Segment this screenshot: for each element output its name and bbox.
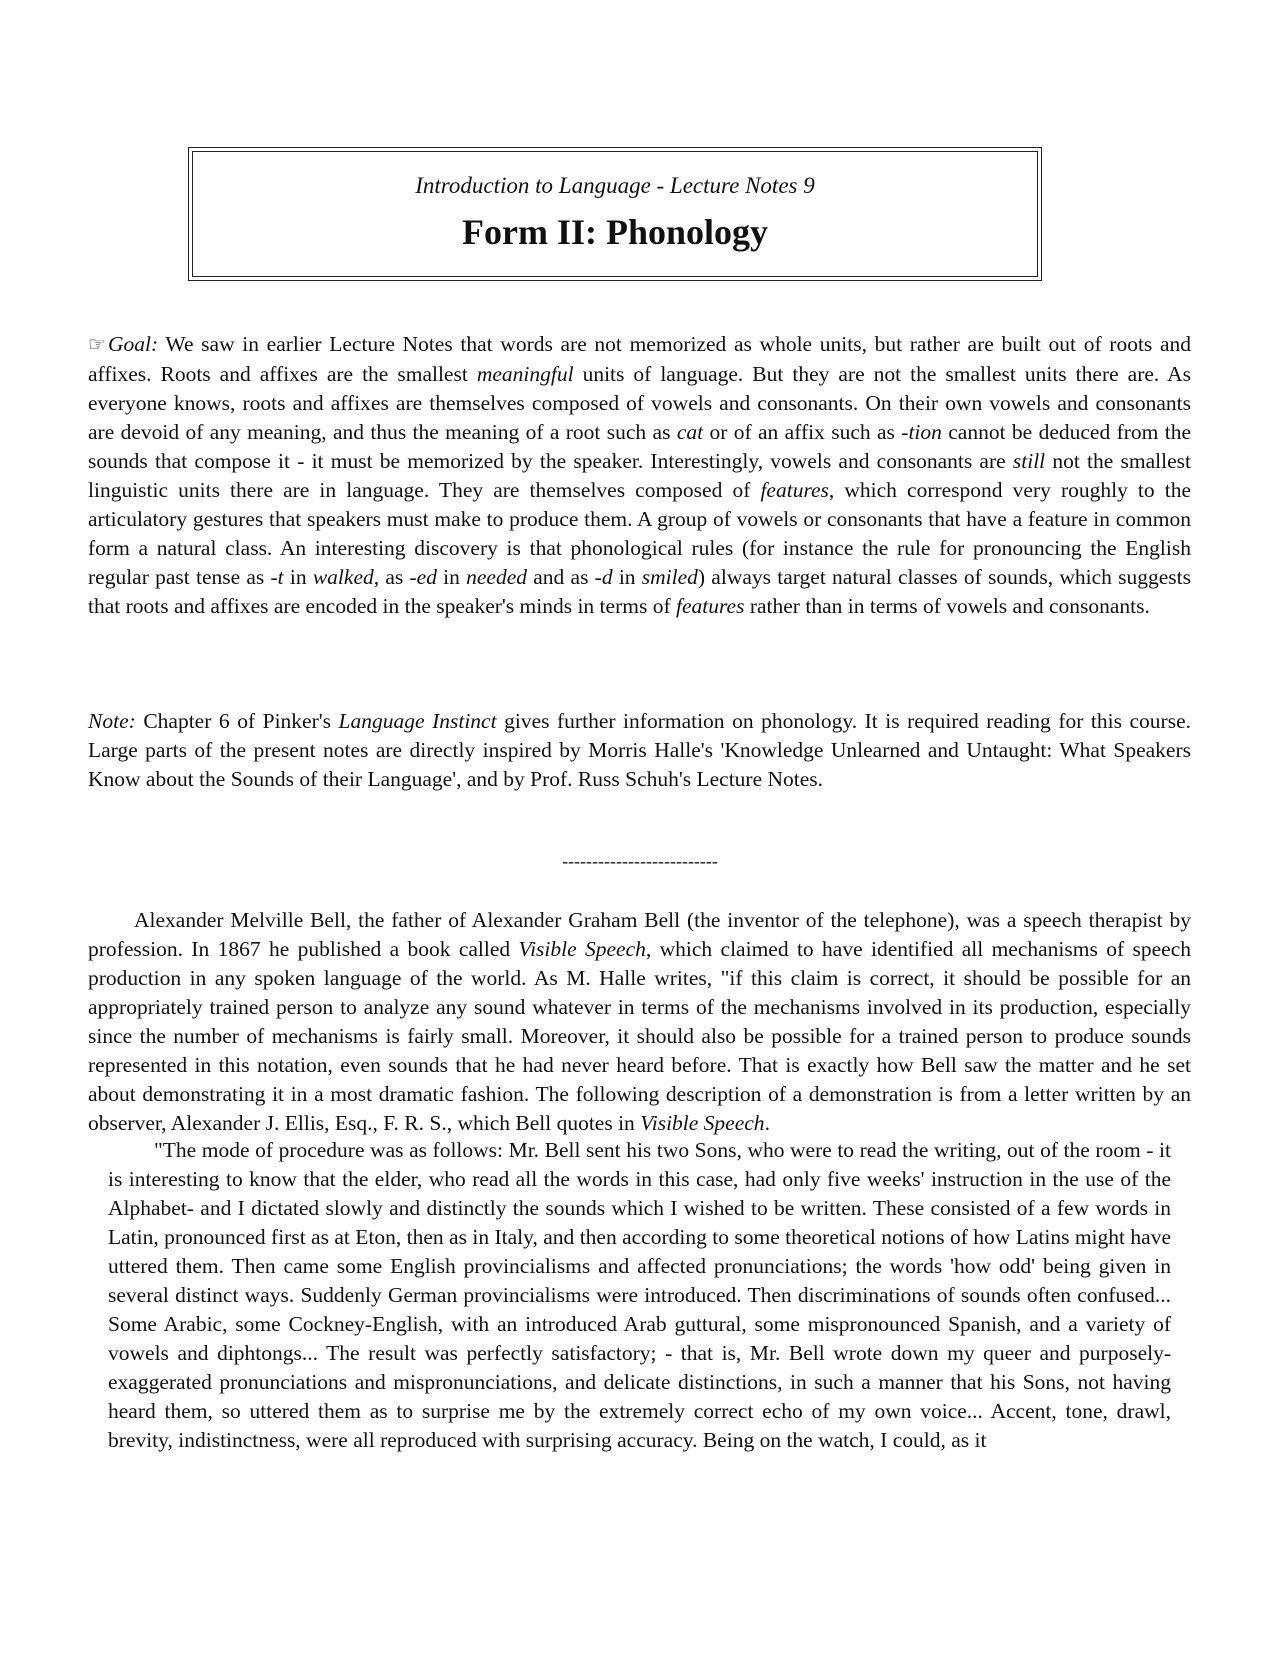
note-emphasis: Language Instinct <box>338 709 497 733</box>
lecture-subtitle: Introduction to Language - Lecture Notes 9 <box>415 173 815 198</box>
body-section <box>88 906 1191 1138</box>
note-text: gives further information on phonology. It is required reading for this course. Large parts of the present notes are directly inspired by Morris Halle's 'Knowledge Unlearned and Untaught: What Speakers Know about the Sounds of their Language', and by Prof. Russ Schuh's Lecture Notes. <box>88 709 1192 791</box>
goal-emphasis: -d <box>594 565 613 589</box>
goal-text: not the smallest linguistic units there are in language. They are themselves composed of <box>88 449 1191 502</box>
goal-emphasis: smiled <box>641 565 698 589</box>
goal-emphasis: cat <box>676 420 704 444</box>
goal-text: or of an affix such as <box>703 420 902 444</box>
goal-emphasis: features <box>760 478 829 502</box>
goal-section <box>88 330 1191 621</box>
body-text: Alexander Melville Bell, the father of Alexander Graham Bell (the inventor of the telephone), was a speech therapist by profession. In 1867 he published a book called <box>88 908 1191 961</box>
body-paragraph <box>88 906 1191 1138</box>
quote-paragraph: "The mode of procedure was as follows: Mr. Bell sent his two Sons, who were to read the writing, out of the room - it is interesting to know that the elder, who read all the words in this case, had only five weeks' instruction in the use of the Alphabet- and I dictated slowly and distinctly the sounds which I wished to be written. These consisted of a few words in Latin, pronounced first as at Eton, then as in Italy, and then according to some theoretical notions of how Latins might have uttered them. Then came some English provincialisms and affected pronunciations; the words 'how odd' being given in several distinct ways. Suddenly German provincialisms were introduced. Then discriminations of sounds often confused... Some Arabic, some Cockney-English, with an introduced Arab guttural, some mispronounced Spanish, and a variety of vowels and diphtongs... The result was perfectly satisfactory; - that is, Mr. Bell wrote down my queer and purposely-exaggerated pronunciations and mispronunciations, and delicate distinctions, in such a manner that his Sons, not having heard them, so uttered them as to surprise me by the extremely correct echo of my own voice... Accent, tone, drawl, brevity, indistinctness, were all reproduced with surprising accuracy. Being on the watch, I could, as it <box>108 1138 1171 1452</box>
goal-text: in <box>612 565 642 589</box>
goal-text: in <box>283 565 313 589</box>
body-emphasis: Visible Speech <box>640 1111 765 1135</box>
body-text: , which claimed to have identified all mechanisms of speech production in any spoken language of the world. As M. Halle writes, "if this claim is correct, it should be possible for an appropriately trained person to analyze any sound whatever in terms of the mechanisms involved in its production, especially since the number of mechanisms is fairly small. Moreover, it should also be possible for a trained person to produce sounds represented in this notation, even sounds that he had never heard before. That is exactly how Bell saw the matter and he set about demonstrating it in a most dramatic fashion. The following description of a demonstration is from a letter written by an observer, Alexander J. Ellis, Esq., F. R. S., which Bell quotes in <box>88 937 1191 1135</box>
goal-text: and as <box>527 565 595 589</box>
goal-emphasis: needed <box>466 565 528 589</box>
note-section <box>88 707 1191 794</box>
goal-emphasis: meaningful <box>476 362 574 386</box>
goal-emphasis: walked <box>312 565 374 589</box>
goal-label: Goal: <box>107 332 159 356</box>
goal-emphasis: still <box>1012 449 1046 473</box>
goal-text: We saw in earlier Lecture Notes that words are not memorized as whole units, but rather are built out of roots and affixes. Roots and affixes are the smallest <box>88 332 1191 386</box>
body-emphasis: Visible Speech <box>518 937 646 961</box>
goal-emphasis: features <box>676 594 745 618</box>
title-box <box>188 147 1042 281</box>
goal-paragraph <box>88 330 1191 621</box>
pointing-hand-icon: ☞ <box>88 334 106 356</box>
goal-text: , as <box>373 565 410 589</box>
body-text: . <box>764 1111 770 1135</box>
goal-text: , which correspond very roughly to the articulatory gestures that speakers must make to produce them. A group of vowels or consonants that have a feature in common form a natural class. An interesting discovery is that phonological rules (for instance the rule for pronouncing the English regular past tense as <box>88 478 1192 589</box>
title-box-inner <box>192 151 1038 277</box>
goal-text: rather than in terms of vowels and consonants. <box>744 594 1150 618</box>
goal-emphasis: -tion <box>901 420 942 444</box>
note-text: Chapter 6 of Pinker's <box>135 709 339 733</box>
section-separator: -------------------------- <box>562 851 718 871</box>
goal-text: cannot be deduced from the sounds that compose it - it must be memorized by the speaker. Interestingly, vowels and consonants are <box>88 420 1191 473</box>
goal-emphasis: -ed <box>409 565 437 589</box>
quote-block <box>108 1136 1171 1455</box>
goal-text: in <box>436 565 467 589</box>
goal-text: ) always target natural classes of sounds, which suggests that roots and affixes are encoded in the speaker's minds in terms of <box>88 565 1191 618</box>
page-title: Form II: Phonology <box>462 212 768 252</box>
note-paragraph <box>88 707 1191 794</box>
goal-emphasis: -t <box>270 565 284 589</box>
goal-text: units of language. But they are not the smallest units there are. As everyone knows, roots and affixes are themselves composed of vowels and consonants. On their own vowels and consonants are devoid of any meaning, and thus the meaning of a root such as <box>88 362 1191 444</box>
note-label: Note: <box>88 709 136 733</box>
